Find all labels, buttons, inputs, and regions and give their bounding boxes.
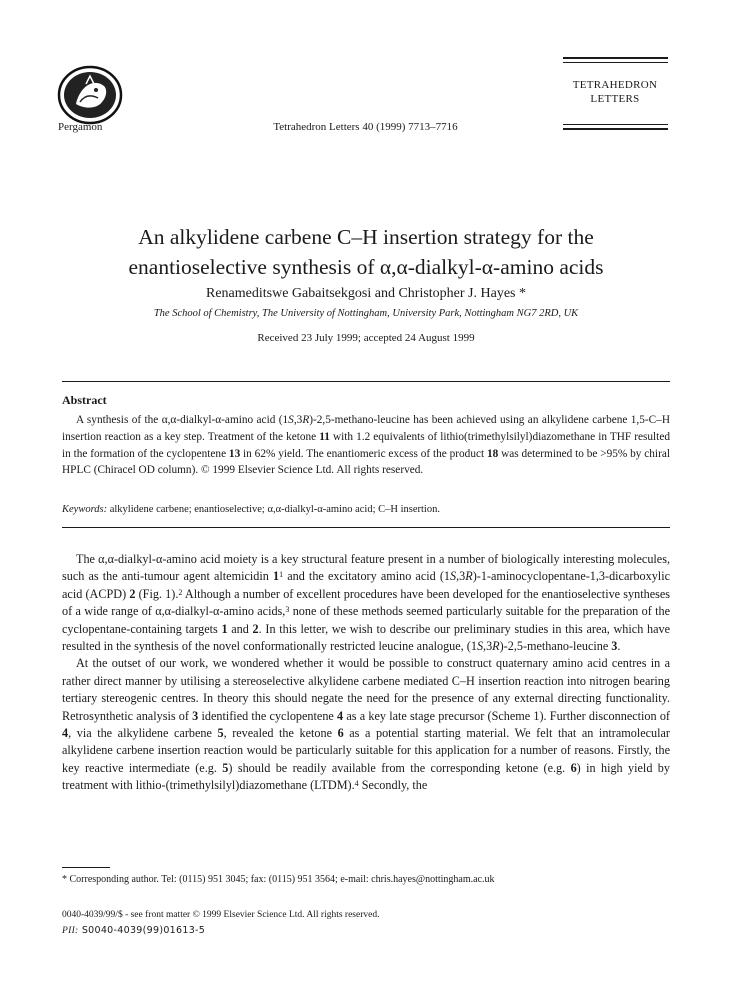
pii-line xyxy=(62,925,205,936)
reference-mark: 1 xyxy=(279,570,284,580)
abstract-text-part: in 62% yield. The enantiomeric excess of the product xyxy=(240,447,487,460)
text-run: Although a number of excellent procedures have been developed for the enantioselective syntheses of a wide range of α,α-dialkyl-α-amino acids, xyxy=(62,586,670,619)
journal-citation: Tetrahedron Letters 40 (1999) 7713–7716 xyxy=(273,121,458,133)
text-run: identified the cyclopentene xyxy=(198,708,338,723)
compound-number: 5 xyxy=(217,726,224,741)
text-run: ) should be readily available from the corresponding ketone (e.g. xyxy=(228,760,571,775)
title-line-1: An alkylidene carbene C–H insertion strategy for the xyxy=(138,225,594,249)
text-run: S xyxy=(476,639,484,654)
abstract-text-part: ,3 xyxy=(293,414,303,426)
compound-number: 1 xyxy=(272,569,280,584)
text-run: At the outset of our work, we wondered whether it would be possible to construct quaternary amino acid centres in a rather direct manner by utilising a stereoselective alkylidene carbene mediated C–H insertion reaction into nitrogen bearing tertiary stereogenic centres. In theory this should negate the need for the presence of any external directing functionality. Retrosynthetic analysis of xyxy=(62,656,670,723)
reference-mark: 2 xyxy=(178,587,183,597)
compound-number: 4 xyxy=(62,726,69,741)
authors: Renameditswe Gabaitsekgosi and Christopher J. Hayes * xyxy=(206,286,526,301)
pii-label: PII: xyxy=(62,926,79,936)
received-dates: Received 23 July 1999; accepted 24 August 1999 xyxy=(257,332,475,344)
text-run: Secondly, the xyxy=(358,778,428,793)
abstract-text-part: was determined to be >95% by chiral HPLC (Chiracel OD column). © 1999 Elsevier Science Ltd. All rights reserved. xyxy=(62,447,670,477)
body-text xyxy=(62,551,670,795)
title-line-2: enantioselective synthesis of α,α-dialkyl-α-amino acids xyxy=(128,255,604,279)
publisher-name: Pergamon xyxy=(58,121,103,133)
text-run: ,3 xyxy=(483,639,493,654)
text-run: , revealed the ketone xyxy=(223,726,338,741)
keywords-list: alkylidene carbene; enantioselective; α,α-dialkyl-α-amino acid; C–H insertion. xyxy=(107,504,440,515)
compound-number: 13 xyxy=(228,447,241,460)
article-title xyxy=(60,222,672,282)
issn-line: 0040-4039/99/$ - see front matter © 1999 Elsevier Science Ltd. All rights reserved. xyxy=(62,910,380,920)
text-run: and xyxy=(227,621,253,636)
text-run: none of these methods seemed particularly suitable for the preparation of the cyclopentane-containing targets xyxy=(62,604,670,636)
compound-number: 2 xyxy=(129,586,136,601)
abstract-text-part: A synthesis of the α,α-dialkyl-α-amino acid ( xyxy=(76,414,283,426)
abstract-text-part: S xyxy=(288,414,294,426)
compound-number: 3 xyxy=(611,639,618,654)
text-run: , via the alkylidene carbene xyxy=(68,726,218,741)
text-run: S xyxy=(450,569,457,584)
text-run: The α,α-dialkyl-α-amino acid moiety is a key structural feature present in a number of biologically interesting molecules, such as the anti-tumour agent altemicidin xyxy=(62,552,670,584)
abstract-text-part: )-2,5-methano-leucine has been achieved using an alkylidene carbene 1,5-C–H insertion reaction as a key step. Treatment of the ketone xyxy=(62,414,670,443)
text-run: )-2,5-methano-leucine xyxy=(499,639,612,654)
text-run: as a key late stage precursor (Scheme 1). Further disconnection of xyxy=(343,708,670,723)
abstract-text-part: with 1.2 equivalents of lithio(trimethylsilyl)diazomethane in THF resulted in the formation of the cyclopentene xyxy=(62,430,670,460)
elsevier-tree-icon xyxy=(56,64,124,126)
header-rule-top xyxy=(563,57,668,59)
keywords xyxy=(62,504,440,515)
header-rule-bottom-thick xyxy=(563,128,668,130)
text-run: . xyxy=(617,639,621,654)
abstract-text-part: R xyxy=(302,414,310,426)
footnote-rule xyxy=(62,867,110,868)
reference-mark: 4 xyxy=(354,779,359,789)
compound-number: 2 xyxy=(252,621,259,636)
compound-number: 6 xyxy=(337,726,344,741)
keywords-label: Keywords: xyxy=(62,504,108,515)
affiliation: The School of Chemistry, The University of Nottingham, University Park, Nottingham NG7 2RD, UK xyxy=(153,308,579,319)
compound-number: 1 xyxy=(221,621,228,636)
abstract-rule-top xyxy=(62,381,670,382)
abstract-text-part: 1 xyxy=(282,414,289,426)
corresponding-author-footnote: * Corresponding author. Tel: (0115) 951 3045; fax: (0115) 951 3564; e-mail: chris.hayes@nottingham.ac.uk xyxy=(62,874,495,885)
header-rule-bottom xyxy=(563,124,668,125)
text-run: ) in high yield by treatment with lithio-(trimethylsilyl)diazomethane (LTDM). xyxy=(62,760,670,793)
text-run: ,3 xyxy=(456,569,466,584)
abstract-heading: Abstract xyxy=(62,393,107,407)
reference-mark: 3 xyxy=(285,605,290,615)
text-run: and the excitatory amino acid (1 xyxy=(283,569,451,584)
journal-name xyxy=(560,78,670,106)
body-paragraph-2 xyxy=(62,655,670,794)
compound-number: 18 xyxy=(486,447,499,460)
compound-number: 4 xyxy=(337,708,344,723)
pii-value: S0040-4039(99)01613-5 xyxy=(78,925,206,936)
text-run: R xyxy=(465,569,473,584)
text-run: . In this letter, we wish to describe our preliminary studies in this area, which have resulted in the synthesis of the novel conformationally restricted leucine analogue, (1 xyxy=(62,621,670,654)
text-run: as a potential starting material. We felt that an intramolecular alkylidene carbene insertion reaction would be particularly suitable for this application for a number of reasons. Firstly, the key reactive intermediate (e.g. xyxy=(62,726,670,775)
text-run: )-1-aminocyclopentane-1,3-dicarboxylic acid (ACPD) xyxy=(62,569,670,601)
text-run: (Fig. 1). xyxy=(135,586,179,601)
compound-number: 6 xyxy=(570,760,577,775)
abstract-rule-bottom xyxy=(62,527,670,528)
compound-number: 3 xyxy=(192,708,199,723)
header-rule-top-thin xyxy=(563,62,668,63)
body-paragraph-1 xyxy=(62,551,670,655)
publisher-logo xyxy=(56,64,124,126)
journal-name-line2: LETTERS xyxy=(590,93,640,105)
compound-number: 5 xyxy=(222,760,229,775)
abstract-text xyxy=(62,412,670,479)
compound-number: 11 xyxy=(319,430,330,443)
text-run: R xyxy=(492,639,500,654)
journal-name-line1: TETRAHEDRON xyxy=(572,79,658,91)
